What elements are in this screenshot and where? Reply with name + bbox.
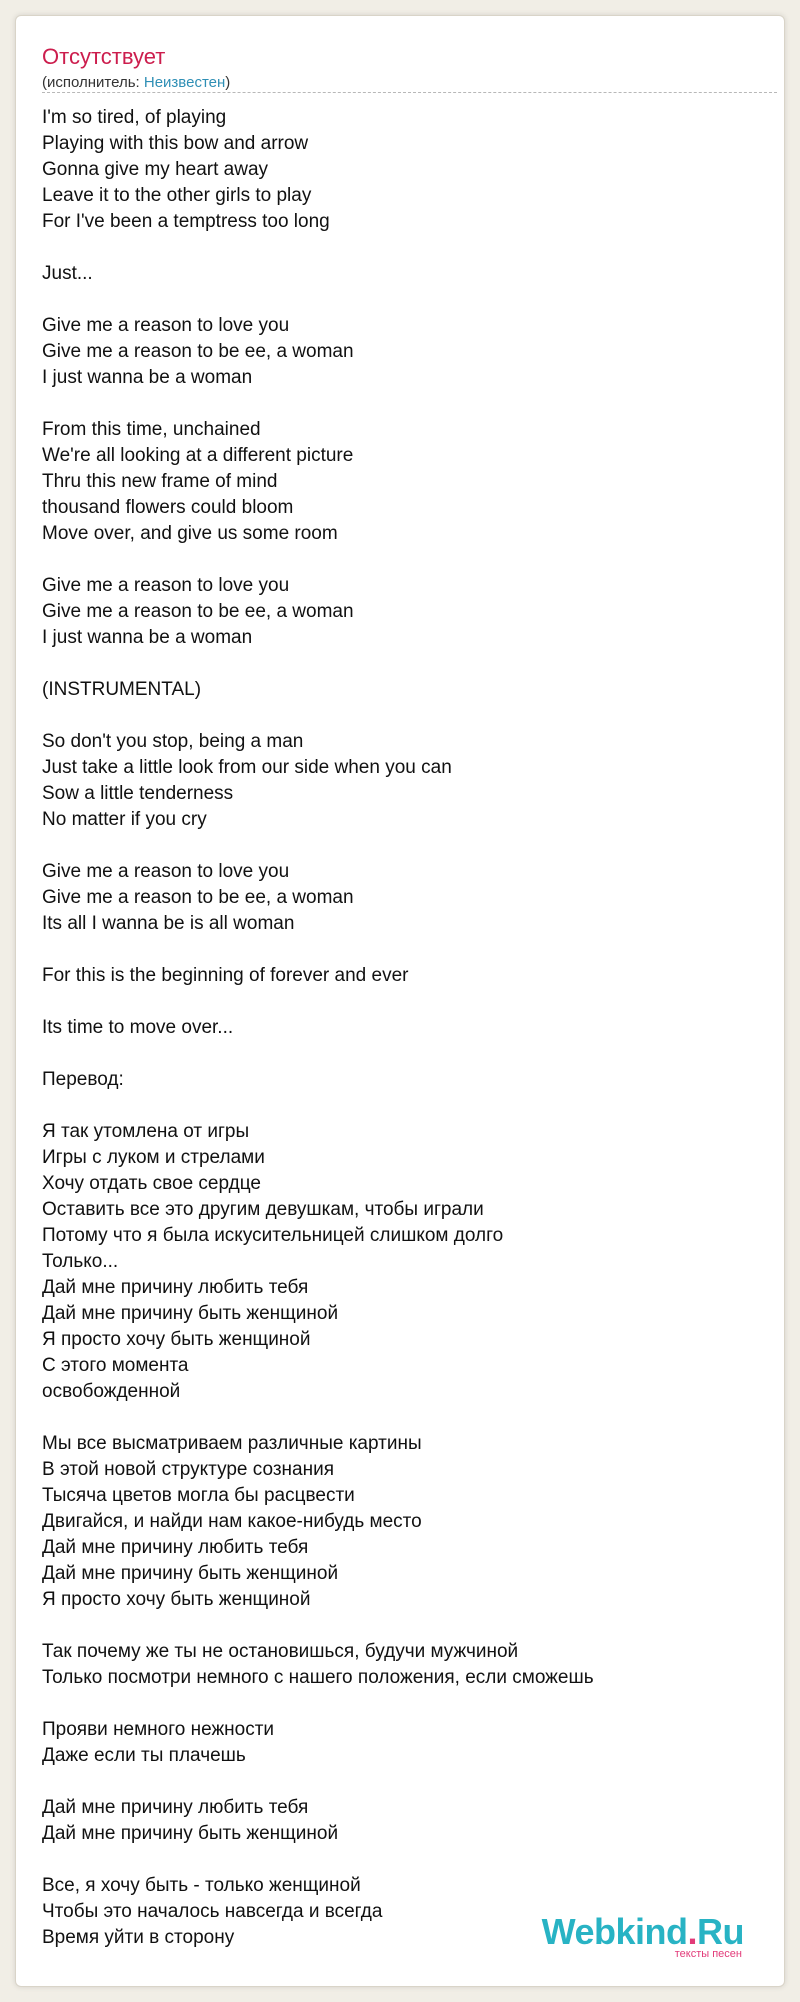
lyric-line [42,1691,762,1717]
lyric-line: Даже если ты плачешь [42,1745,246,1766]
lyric-line [42,547,762,573]
logo-dot-text: . [687,1911,697,1952]
lyric-line: Дай мне причину любить тебя [42,1277,309,1298]
artist-line [42,74,754,92]
lyric-line: Leave it to the other girls to play [42,185,312,206]
lyric-line: Дай мне причину быть женщиной [42,1563,339,1584]
lyric-line: Give me a reason to be ee, a woman [42,887,354,908]
lyric-line: Прояви немного нежности [42,1719,275,1740]
lyric-line: Дай мне причину быть женщиной [42,1823,339,1844]
lyric-line: Все, я хочу быть - только женщиной [42,1875,361,1896]
lyric-line: Только посмотри немного с нашего положения, если сможешь [42,1667,594,1688]
lyric-line: I just wanna be a woman [42,627,253,648]
lyric-line: Игры с луком и стрелами [42,1147,265,1168]
lyric-line [42,1405,762,1431]
logo-wordmark [524,1911,744,1952]
lyric-line [42,937,762,963]
lyric-line: Thru this new frame of mind [42,471,278,492]
lyric-line: Дай мне причину быть женщиной [42,1303,339,1324]
lyric-line: Я так утомлена от игры [42,1121,250,1142]
lyric-line: Я просто хочу быть женщиной [42,1589,311,1610]
lyric-line [42,1847,762,1873]
lyric-line: В этой новой структуре сознания [42,1459,335,1480]
logo-web-text: Webkind [541,1911,688,1952]
logo-ru-text: Ru [697,1911,744,1952]
lyric-line [42,989,762,1015]
artist-prefix: (исполнитель: [42,74,144,91]
artist-link[interactable]: Неизвестен [143,74,226,91]
lyric-line: Дай мне причину любить тебя [42,1537,309,1558]
lyric-line: For this is the beginning of forever and ever [42,965,409,986]
lyric-line: No matter if you cry [42,809,207,830]
lyric-line [42,1613,762,1639]
lyric-line: thousand flowers could bloom [42,497,294,518]
lyric-line: Мы все высматриваем различные картины [42,1433,422,1454]
lyric-line: Время уйти в сторону [42,1927,235,1948]
song-header [42,44,754,92]
lyric-line: Give me a reason to be ee, a woman [42,601,354,622]
lyric-line: Оставить все это другим девушкам, чтобы играли [42,1199,484,1220]
lyric-line: Только... [42,1251,119,1272]
lyric-line [42,391,762,417]
lyric-line: Its all I wanna be is all woman [42,913,295,934]
lyric-line: I just wanna be a woman [42,367,253,388]
lyric-line: Потому что я была искусительницей слишком долго [42,1225,504,1246]
lyric-line [42,1041,762,1067]
lyric-line: Хочу отдать свое сердце [42,1173,261,1194]
lyric-line: Gonna give my heart away [42,159,269,180]
lyric-line: From this time, unchained [42,419,261,440]
lyric-line: Чтобы это началось навсегда и всегда [42,1901,383,1922]
lyric-line [42,287,762,313]
lyric-line: Так почему же ты не остановишься, будучи мужчиной [42,1641,519,1662]
lyric-line [42,833,762,859]
lyrics-card [15,15,785,1987]
lyric-line [42,235,762,261]
lyric-line: Give me a reason to love you [42,861,290,882]
lyric-line: Give me a reason to be ee, a woman [42,341,354,362]
lyric-line: Give me a reason to love you [42,575,290,596]
lyric-line: Перевод: [42,1069,124,1090]
lyric-line: For I've been a temptress too long [42,211,330,232]
lyric-line: So don't you stop, being a man [42,731,304,752]
lyric-line: Дай мне причину любить тебя [42,1797,309,1818]
lyric-line: We're all looking at a different picture [42,445,354,466]
lyric-line: Its time to move over... [42,1017,234,1038]
lyrics-text [42,105,762,1951]
lyric-line: освобожденной [42,1381,181,1402]
lyric-line: С этого момента [42,1355,189,1376]
lyric-line: Give me a reason to love you [42,315,290,336]
lyric-line: Playing with this bow and arrow [42,133,309,154]
lyric-line: Sow a little tenderness [42,783,234,804]
lyric-line: I'm so tired, of playing [42,107,227,128]
lyric-line [42,651,762,677]
lyric-line: Тысяча цветов могла бы расцвести [42,1485,355,1506]
logo-tagline: тексты песен [674,1948,742,1960]
lyric-line: Just... [42,263,93,284]
lyric-line [42,1093,762,1119]
lyric-line: Я просто хочу быть женщиной [42,1329,311,1350]
lyric-line: Just take a little look from our side when you can [42,757,452,778]
song-title: Отсутствует [42,44,166,69]
header-divider [42,92,777,93]
artist-suffix: ) [225,74,231,91]
lyric-line: Move over, and give us some room [42,523,338,544]
lyric-line: Двигайся, и найди нам какое-нибудь место [42,1511,422,1532]
webkind-logo[interactable] [524,1911,744,1960]
lyric-line [42,1769,762,1795]
lyric-line: (INSTRUMENTAL) [42,679,202,700]
lyric-line [42,703,762,729]
